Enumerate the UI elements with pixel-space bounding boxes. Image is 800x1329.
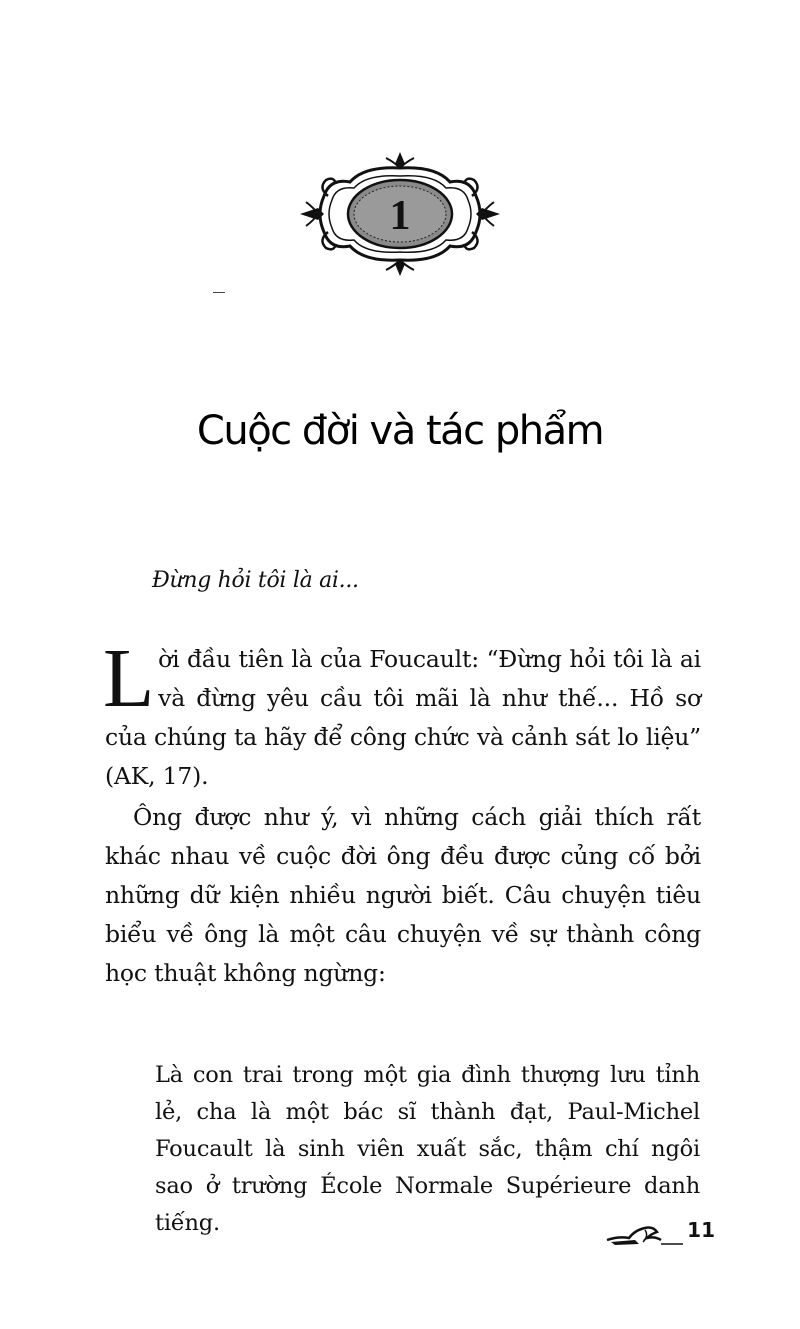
page-footer	[605, 1218, 715, 1252]
chapter-number: 1	[389, 193, 411, 239]
paragraph-second: Ông được như ý, vì những cách giải thích rất khác nhau về cuộc đời ông đều được củng cố bởi những dữ kiện nhiều người biết. Câu chuyện tiêu biểu về ông là một câu chuyện về sự thành công học thuật không ngừng:	[105, 803, 701, 987]
chapter-ornament-emblem	[298, 152, 502, 276]
drop-cap: L	[103, 632, 155, 725]
block-quote: Là con trai trong một gia đình thượng lưu tỉnh lẻ, cha là một bác sĩ thành đạt, Paul-Michel Foucault là sinh viên xuất sắc, thậm chí ngôi sao ở trường École Normale Supérieure danh tiếng.	[155, 1061, 700, 1236]
decorative-dash	[213, 292, 225, 293]
paragraph-first-text: ời đầu tiên là của Foucault: “Đừng hỏi tôi là ai và đừng yêu cầu tôi mãi là như thế... Hồ sơ của chúng ta hãy để công chức và cảnh sát lo liệu” (AK, 17).	[105, 645, 701, 790]
body-text	[103, 632, 701, 993]
chapter-title: Cuộc đời và tác phẩm	[196, 408, 604, 454]
paragraph-first	[103, 632, 701, 796]
epigraph: Đừng hỏi tôi là ai...	[152, 568, 359, 593]
quill-flourish-icon	[605, 1224, 683, 1246]
page-number: 11	[687, 1218, 715, 1242]
